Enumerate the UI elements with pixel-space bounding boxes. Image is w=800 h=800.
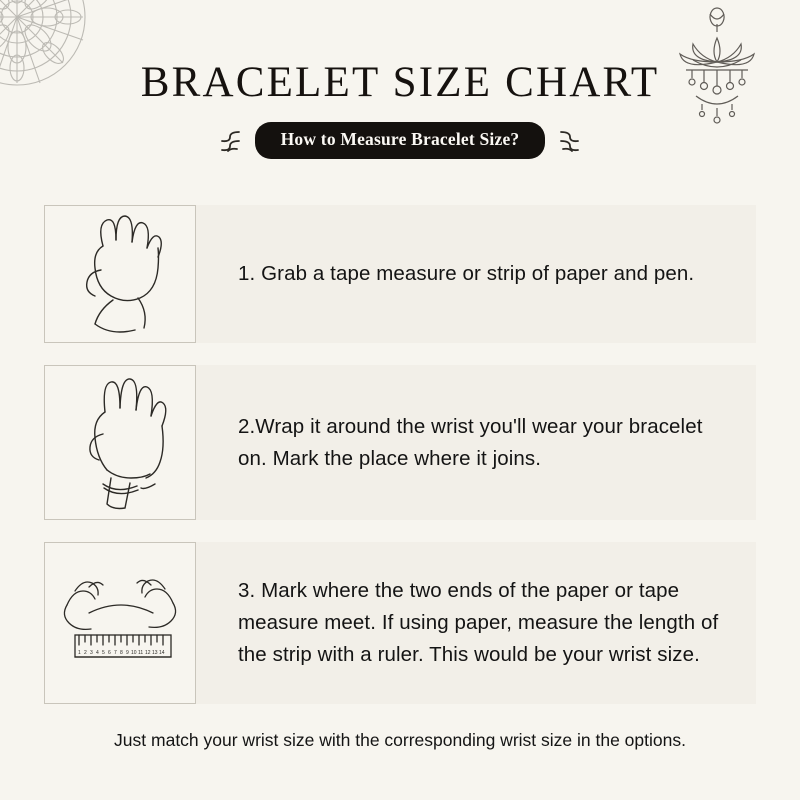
svg-text:7: 7 <box>114 650 117 656</box>
subtitle-badge: How to Measure Bracelet Size? <box>255 122 546 159</box>
svg-text:5: 5 <box>102 650 105 656</box>
list-item <box>44 205 756 343</box>
svg-text:13: 13 <box>152 650 158 656</box>
flourish-ornament-icon <box>557 128 583 154</box>
svg-text:6: 6 <box>108 650 111 656</box>
step-text: 2.Wrap it around the wrist you'll wear your bracelet on. Mark the place where it joins. <box>238 414 703 470</box>
hands-measuring-strip-with-ruler-illustration-icon <box>44 542 196 704</box>
svg-text:3: 3 <box>90 650 93 656</box>
step-text: 1. Grab a tape measure or strip of paper and pen. <box>238 262 695 286</box>
list-item <box>44 542 756 704</box>
step-text: 3. Mark where the two ends of the paper or tape measure meet. If using paper, measure the length of the strip with a ruler. This would be your wrist size. <box>238 579 719 666</box>
hand-holding-tape-measure-illustration-icon <box>44 205 196 343</box>
flourish-ornament-icon <box>217 128 243 154</box>
svg-text:12: 12 <box>145 650 151 656</box>
list-item <box>44 365 756 520</box>
svg-text:14: 14 <box>159 650 165 656</box>
svg-text:4: 4 <box>96 650 99 656</box>
svg-text:9: 9 <box>126 650 129 656</box>
subtitle-row <box>0 122 800 159</box>
svg-text:11: 11 <box>138 650 144 656</box>
svg-text:2: 2 <box>84 650 87 656</box>
footer-note: Just match your wrist size with the corresponding wrist size in the options. <box>114 730 686 750</box>
hand-with-tape-around-wrist-illustration-icon <box>44 365 196 520</box>
svg-text:10: 10 <box>131 650 137 656</box>
steps-list <box>44 205 756 726</box>
svg-text:8: 8 <box>120 650 123 656</box>
page-title: BRACELET SIZE CHART <box>140 59 660 106</box>
svg-text:1: 1 <box>78 650 81 656</box>
